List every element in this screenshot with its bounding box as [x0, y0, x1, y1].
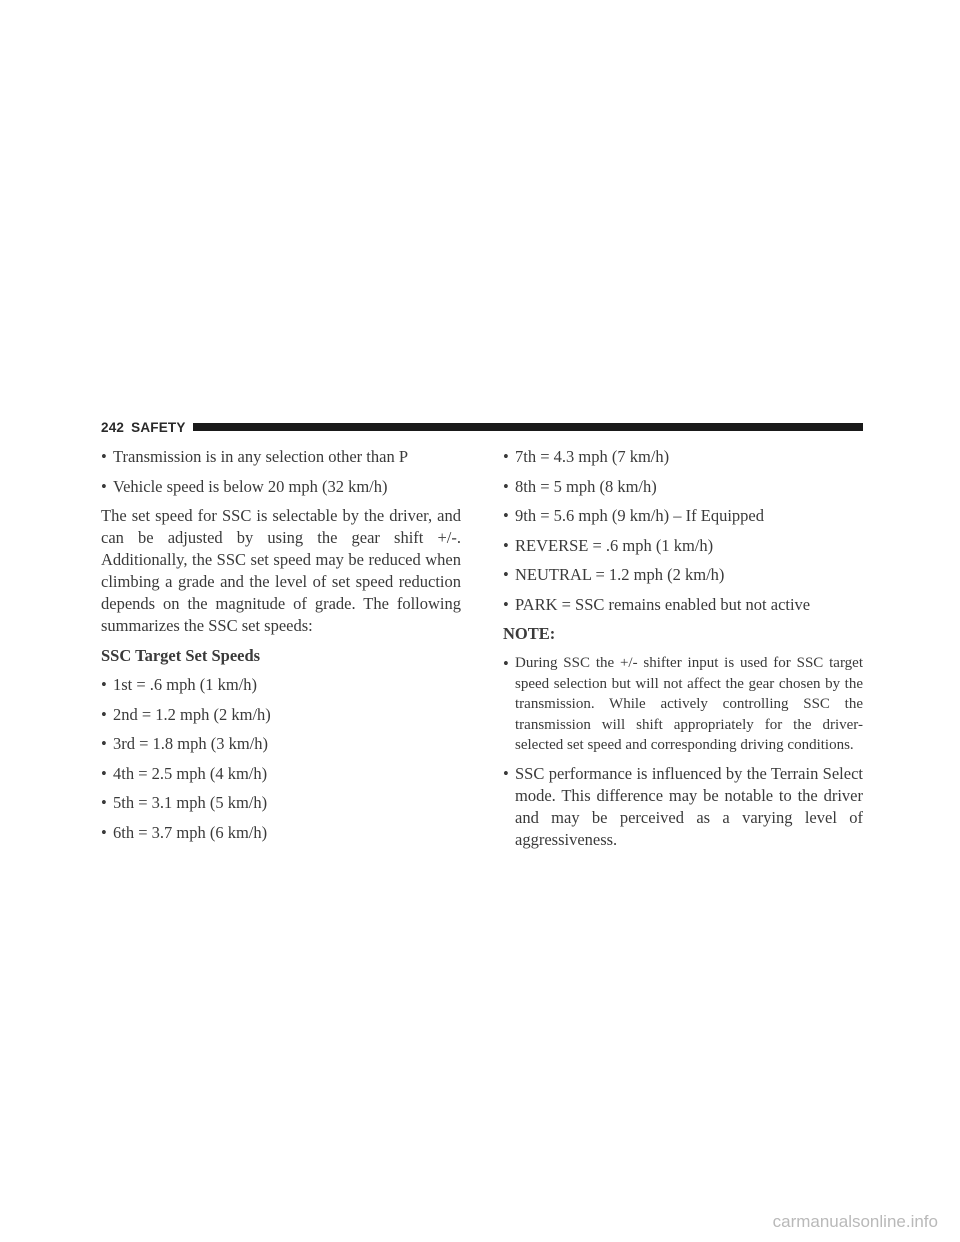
list-item-text: 6th = 3.7 mph (6 km/h)	[113, 822, 268, 842]
bullet-icon: •	[503, 565, 509, 584]
list-item	[503, 535, 863, 557]
bullet-icon: •	[101, 675, 107, 694]
list-item-text: NEUTRAL = 1.2 mph (2 km/h)	[515, 565, 725, 584]
note-item	[503, 653, 863, 756]
bullet-icon: •	[503, 447, 509, 466]
note-text: SSC performance is influenced by the Terrain Select mode. This difference may be notable to the driver and may be perceived as a varying level of aggressiveness.	[515, 764, 863, 849]
bullet-icon: •	[101, 704, 107, 724]
list-item	[101, 792, 461, 814]
section-title: SAFETY	[131, 419, 186, 435]
note-text: During SSC the +/- shifter input is used for SSC target speed selection but will not affect the gear chosen by the transmission. While actively controlling SSC the transmission will shift appropriately for the driver-selected set speed and corresponding driving conditions.	[515, 655, 863, 753]
list-item	[101, 822, 461, 844]
bullet-icon: •	[503, 654, 509, 673]
list-item	[503, 594, 863, 616]
list-item-text: Vehicle speed is below 20 mph (32 km/h)	[113, 476, 388, 496]
list-item	[503, 564, 863, 586]
note-heading: NOTE:	[503, 624, 556, 643]
list-item-text: 1st = .6 mph (1 km/h)	[113, 675, 258, 694]
page-header	[101, 417, 863, 437]
page-number: 242	[101, 419, 125, 435]
section-heading: SSC Target Set Speeds	[101, 646, 261, 665]
body-paragraph: The set speed for SSC is selectable by the driver, and can be adjusted by using the gear shift +/-. Additionally, the SSC set speed may be reduced when climbing a grade and the level of set speed reduction depends on the magnitude of grade. The following summarizes the SSC set speeds:	[101, 506, 461, 635]
list-item-text: REVERSE = .6 mph (1 km/h)	[515, 535, 714, 555]
bullet-icon: •	[503, 506, 509, 525]
bullet-icon: •	[101, 447, 107, 466]
bullet-icon: •	[503, 764, 509, 783]
list-item	[503, 505, 863, 527]
watermark: carmanualsonline.info	[772, 1212, 938, 1231]
list-item-text: PARK = SSC remains enabled but not active	[515, 594, 811, 614]
list-item	[101, 704, 461, 726]
list-item	[101, 674, 461, 696]
left-column	[101, 446, 461, 851]
list-item-text: 8th = 5 mph (8 km/h)	[515, 476, 657, 496]
bullet-icon: •	[101, 822, 107, 842]
note-item	[503, 763, 863, 851]
list-item	[503, 476, 863, 498]
list-item	[503, 446, 863, 468]
list-item-text: 5th = 3.1 mph (5 km/h)	[113, 793, 268, 812]
list-item	[101, 733, 461, 755]
list-item-text: Transmission is in any selection other than P	[113, 447, 409, 466]
list-item-text: 7th = 4.3 mph (7 km/h)	[515, 447, 670, 466]
list-item	[101, 763, 461, 785]
list-item-text: 9th = 5.6 mph (9 km/h) – If Equipped	[515, 506, 764, 525]
list-item-text: 4th = 2.5 mph (4 km/h)	[113, 763, 268, 783]
bullet-icon: •	[503, 594, 509, 614]
bullet-icon: •	[101, 763, 107, 783]
bullet-icon: •	[101, 793, 107, 812]
list-item-text: 2nd = 1.2 mph (2 km/h)	[113, 704, 271, 724]
bullet-icon: •	[101, 476, 107, 496]
list-item	[101, 476, 461, 498]
right-column	[503, 446, 863, 859]
header-rule	[193, 423, 863, 431]
bullet-icon: •	[503, 476, 509, 496]
bullet-icon: •	[101, 734, 107, 753]
list-item-text: 3rd = 1.8 mph (3 km/h)	[113, 734, 269, 753]
list-item	[101, 446, 461, 468]
bullet-icon: •	[503, 535, 509, 555]
